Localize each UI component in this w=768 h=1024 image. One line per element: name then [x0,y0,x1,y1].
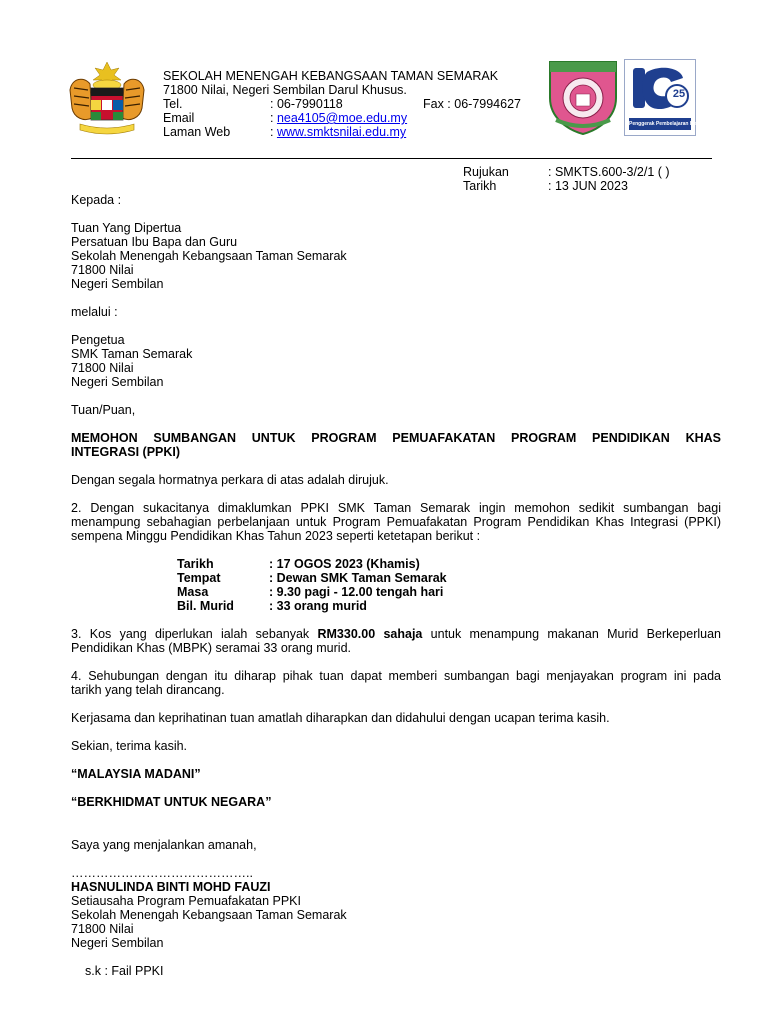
rujukan-value: : SMKTS.600-3/2/1 ( ) [548,165,670,179]
via-line: 71800 Nilai [71,361,134,375]
paragraph-3-line-1 [71,627,721,641]
logo-caption-bar [629,118,715,130]
ppki-25-logo [624,59,715,136]
paragraph-5: Kerjasama dan keprihatinan tuan amatlah diharapkan dan didahului dengan ucapan terima kasih. [71,711,610,725]
recipient-line: Sekolah Menengah Kebangsaan Taman Semarak [71,249,347,263]
paragraph-3-line-2: Pendidikan Khas (MBPK) seramai 33 orang murid. [71,641,351,655]
detail-label: Masa [177,585,209,599]
detail-value: : 9.30 pagi - 12.00 tengah hari [269,585,444,599]
via-line: Negeri Sembilan [71,375,164,389]
paragraph-6: Sekian, terima kasih. [71,739,188,753]
email-link[interactable]: nea4105@moe.edu.my [276,111,408,125]
email-colon: : [270,111,277,125]
subject-line-1: MEMOHON SUMBANGAN UNTUK PROGRAM PEMUAFAKATAN PROGRAM PENDIDIKAN KHAS [71,431,721,445]
kepada-label: Kepada : [71,193,122,207]
p3-prefix: 3. Kos yang diperlukan ialah sebanyak [71,627,318,641]
melalui-label: melalui : [71,305,118,319]
logo-caption: Penggerak Pembelajaran Bermakna [629,121,715,127]
subject-line-2: INTEGRASI (PPKI) [71,445,181,459]
p3-suffix: untuk menampung makanan Murid Berkeperluan [422,627,721,641]
signatory-line: Negeri Sembilan [71,936,164,950]
email-row [270,111,407,125]
paragraph-4-line-1: 4. Sehubungan dengan itu diharap pihak tuan dapat memberi sumbangan bagi menjayakan program ini pada [71,669,721,683]
tarikh-label: Tarikh [463,179,497,193]
school-name: SEKOLAH MENENGAH KEBANGSAAN TAMAN SEMARAK [163,69,499,83]
recipient-line: Tuan Yang Dipertua [71,221,182,235]
school-crest-logo [546,58,620,136]
tel-value: : 06-7990118 [270,97,343,111]
web-label: Laman Web [163,125,231,139]
paragraph-2-line-3: sempena Minggu Pendidikan Khas Tahun 2023 seperti ketetapan berikut : [71,529,481,543]
malaysia-crest-logo [62,60,152,136]
recipient-line: 71800 Nilai [71,263,134,277]
paragraph-4-line-2: tarikh yang telah dirancang. [71,683,225,697]
web-row [270,125,406,139]
rujukan-label: Rujukan [463,165,509,179]
closing-amanah: Saya yang menjalankan amanah, [71,838,257,852]
via-line: SMK Taman Semarak [71,347,193,361]
signature-dots: …………………………………….. [71,866,253,880]
slogan-madani: “MALAYSIA MADANI” [71,767,201,781]
web-link[interactable]: www.smktsnilai.edu.my [276,125,407,139]
school-address: 71800 Nilai, Negeri Sembilan Darul Khusus. [163,83,407,97]
p3-amount: RM330.00 sahaja [317,627,423,641]
fax-value: Fax : 06-7994627 [423,97,521,111]
paragraph-2-line-1: 2. Dengan sukacitanya dimaklumkan PPKI SMK Taman Semarak ingin memohon sedikit sumbangan bagi [71,501,721,515]
detail-value: : 17 OGOS 2023 (Khamis) [269,557,420,571]
signatory-line: 71800 Nilai [71,922,134,936]
recipient-line: Persatuan Ibu Bapa dan Guru [71,235,238,249]
recipient-line: Negeri Sembilan [71,277,164,291]
letterhead-divider [71,158,712,159]
slogan-berkhidmat: “BERKHIDMAT UNTUK NEGARA” [71,795,272,809]
signatory-line: Setiausaha Program Pemuafakatan PPKI [71,894,301,908]
detail-label: Tarikh [177,557,214,571]
detail-value: : Dewan SMK Taman Semarak [269,571,447,585]
detail-label: Bil. Murid [177,599,234,613]
paragraph-1: Dengan segala hormatnya perkara di atas adalah dirujuk. [71,473,389,487]
sk-note: s.k : Fail PPKI [85,964,164,978]
tel-label: Tel. [163,97,183,111]
salutation: Tuan/Puan, [71,403,136,417]
web-colon: : [270,125,277,139]
signatory-name: HASNULINDA BINTI MOHD FAUZI [71,880,271,894]
tarikh-value: : 13 JUN 2023 [548,179,628,193]
detail-label: Tempat [177,571,221,585]
signatory-line: Sekolah Menengah Kebangsaan Taman Semarak [71,908,347,922]
email-label: Email [163,111,195,125]
via-line: Pengetua [71,333,125,347]
detail-value: : 33 orang murid [269,599,367,613]
logo-25-text: 25 [672,88,686,100]
paragraph-2-line-2: menampung sebahagian perbelanjaan untuk Program Pemuafakatan Program Pendidikan Khas Integrasi (PPKI) [71,515,721,529]
